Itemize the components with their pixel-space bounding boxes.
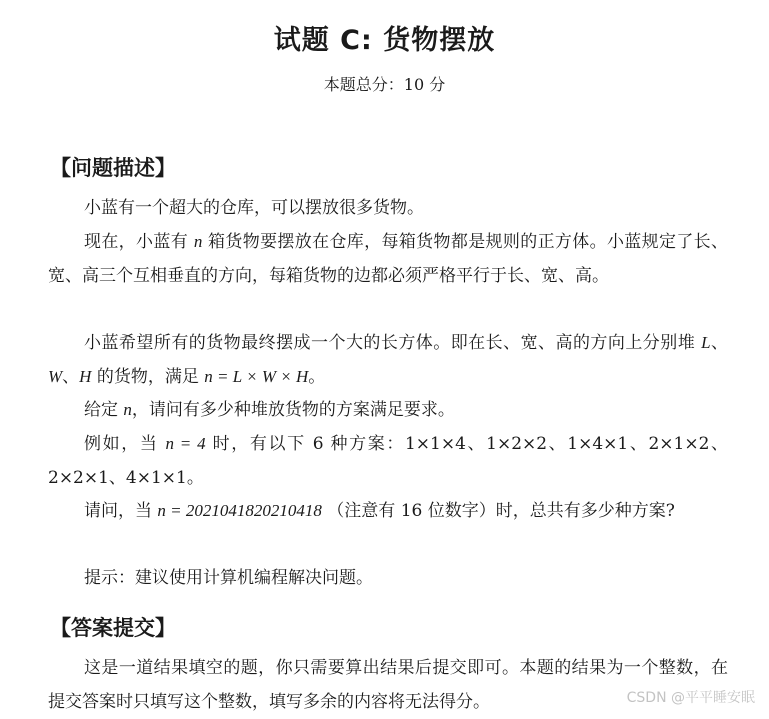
p4-text-b: ，请问有多少种堆放货物的方案满足要求。 [131, 400, 455, 420]
watermark: CSDN @平平睡安眠 [626, 690, 755, 706]
var-W: W [48, 367, 63, 386]
p3-end: 。 [308, 367, 326, 387]
p5-text-b: 时，有以下 6 种方案：1×1×4、1×2×2、1×4×1、2×1×2、2×2×1、4×1×1。 [48, 434, 728, 488]
p3-text-b: 的货物，满足 [91, 367, 205, 387]
var-L: L [701, 333, 711, 352]
p2-text-a: 现在，小蓝有 [84, 232, 194, 252]
p4-text-a: 给定 [84, 400, 124, 420]
p3-text-a: 小蓝希望所有的货物最终摆成一个大的长方体。即在长、宽、高的方向上分别堆 [84, 333, 702, 353]
p6-text-a: 请问，当 [84, 501, 158, 521]
p3-sep-2: 、 [62, 367, 80, 387]
formula-n-big: n = 2021041820210418 [157, 501, 322, 520]
score-line: 本题总分：10 分 [323, 75, 446, 94]
p5-text-a: 例如，当 [84, 434, 166, 454]
paragraph-2 [48, 225, 728, 293]
section-answer-heading: 【答案提交】 [50, 616, 176, 640]
paragraph-4 [48, 393, 728, 427]
var-n: n [193, 232, 203, 251]
formula-n-lwh: n = L × W × H [204, 367, 309, 386]
paragraph-6 [48, 494, 728, 528]
var-n-2: n [123, 400, 132, 419]
paragraph-3 [48, 326, 728, 394]
p3-sep-1: 、 [710, 333, 729, 353]
paragraph-7: 提示：建议使用计算机编程解决问题。 [84, 568, 373, 588]
paragraph-8: 这是一道结果填空的题，你只需要算出结果后提交即可。本题的结果为一个整数，在提交答案时只填写这个整数，填写多余的内容将无法得分。 [48, 658, 728, 712]
p2-text-b: 箱货物要摆放在仓库，每箱货物都是规则的正方体。小蓝规定了长、宽、高三个互相垂直的方向，每箱货物的边都必须严格平行于长、宽、高。 [48, 232, 729, 286]
formula-n-4: n = 4 [165, 434, 206, 453]
p6-text-b: （注意有 16 位数字）时，总共有多少种方案? [321, 501, 675, 521]
paragraph-5 [48, 427, 728, 495]
var-H: H [79, 367, 92, 386]
section-problem-heading: 【问题描述】 [50, 156, 176, 180]
problem-title: 试题 C: 货物摆放 [273, 25, 496, 56]
paragraph-1: 小蓝有一个超大的仓库，可以摆放很多货物。 [84, 198, 424, 218]
